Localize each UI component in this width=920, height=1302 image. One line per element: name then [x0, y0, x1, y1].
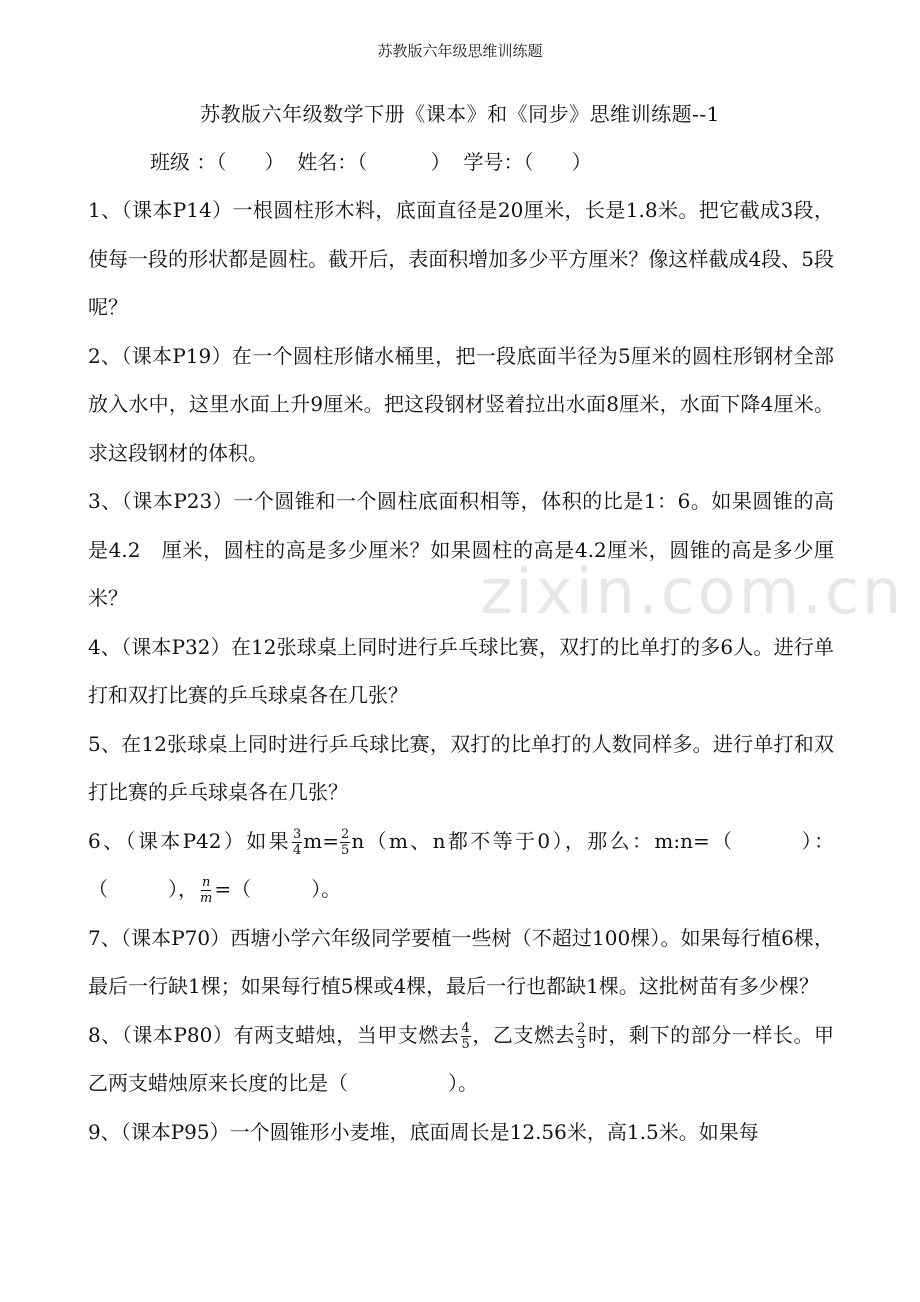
- question-9: 9、（课本P95）一个圆锥形小麦堆，底面周长是12.56米，高1.5米。如果每: [88, 1119, 759, 1144]
- question-8-text-b: ，乙支燃去: [471, 1022, 576, 1047]
- question-5: 5、在12张球桌上同时进行乒乓球比赛，双打的比单打的人数同样多。进行单打和双打比赛的乒乓球桌各在几张？: [88, 731, 834, 804]
- page-title: 苏教版六年级数学下册《课本》和《同步》思维训练题--1: [200, 102, 720, 126]
- fraction-2-3: $\frac{2}{3}$: [577, 1020, 586, 1052]
- question-2: 2、（课本P19）在一个圆柱形储水桶里，把一段底面半径为5厘米的圆柱形钢材全部放入水中，这里水面上升9厘米。把这段钢材竖着拉出水面8厘米，水面下降4厘米。求这段钢材的体积。: [88, 343, 834, 465]
- question-6-text-c: n（m、n都不等于0），那么：m:n=（ ）：（ ），: [88, 828, 834, 901]
- fraction-3-4: $\frac{3}{4}$: [293, 826, 302, 858]
- question-list: [88, 186, 834, 1156]
- student-info-line: 班级 ：（ ） 姓名：（ ） 学号：（ ）: [150, 150, 592, 174]
- question-3: 3、（课本P23）一个圆锥和一个圆柱底面积相等，体积的比是1：6。如果圆锥的高是4.2 厘米，圆柱的高是多少厘米？如果圆柱的高是4.2厘米，圆锥的高是多少厘米？: [88, 489, 834, 610]
- fraction-4-5: $\frac{4}{5}$: [461, 1020, 470, 1052]
- question-6-text-d: =（ ）。: [214, 877, 342, 901]
- question-4: 4、（课本P32）在12张球桌上同时进行乒乓球比赛，双打的比单打的多6人。进行单打和双打比赛的乒乓球桌各在几张？: [88, 634, 834, 707]
- question-6-text-b: m=: [303, 828, 340, 853]
- question-7: 7、（课本P70）西塘小学六年级同学要植一些树（不超过100棵）。如果每行植6棵，最后一行缺1棵；如果每行植5棵或4棵，最后一行也都缺1棵。这批树苗有多少棵？: [88, 925, 834, 998]
- question-8: [88, 1011, 834, 1108]
- fraction-2-5: $\frac{2}{5}$: [341, 826, 350, 858]
- question-1: 1、（课本P14）一根圆柱形木料，底面直径是20厘米，长是1.8米。把它截成3段，使每一段的形状都是圆柱。截开后，表面积增加多少平方厘米？像这样截成4段、5段呢？: [88, 198, 834, 319]
- question-6-text-a: 6、（课本P42）如果: [88, 828, 292, 853]
- fraction-n-m: $\frac{n}{m}$: [200, 875, 213, 906]
- watermark: zixin.com.cn: [480, 555, 905, 628]
- question-8-text-c: 时，剩下的部分一样长。甲乙两支蜡烛原来长度的比是（ ）。: [88, 1022, 835, 1095]
- question-8-text-a: 8、（课本P80）有两支蜡烛，当甲支燃去: [88, 1022, 460, 1047]
- question-6: [88, 817, 834, 914]
- running-header: 苏教版六年级思维训练题: [377, 42, 543, 60]
